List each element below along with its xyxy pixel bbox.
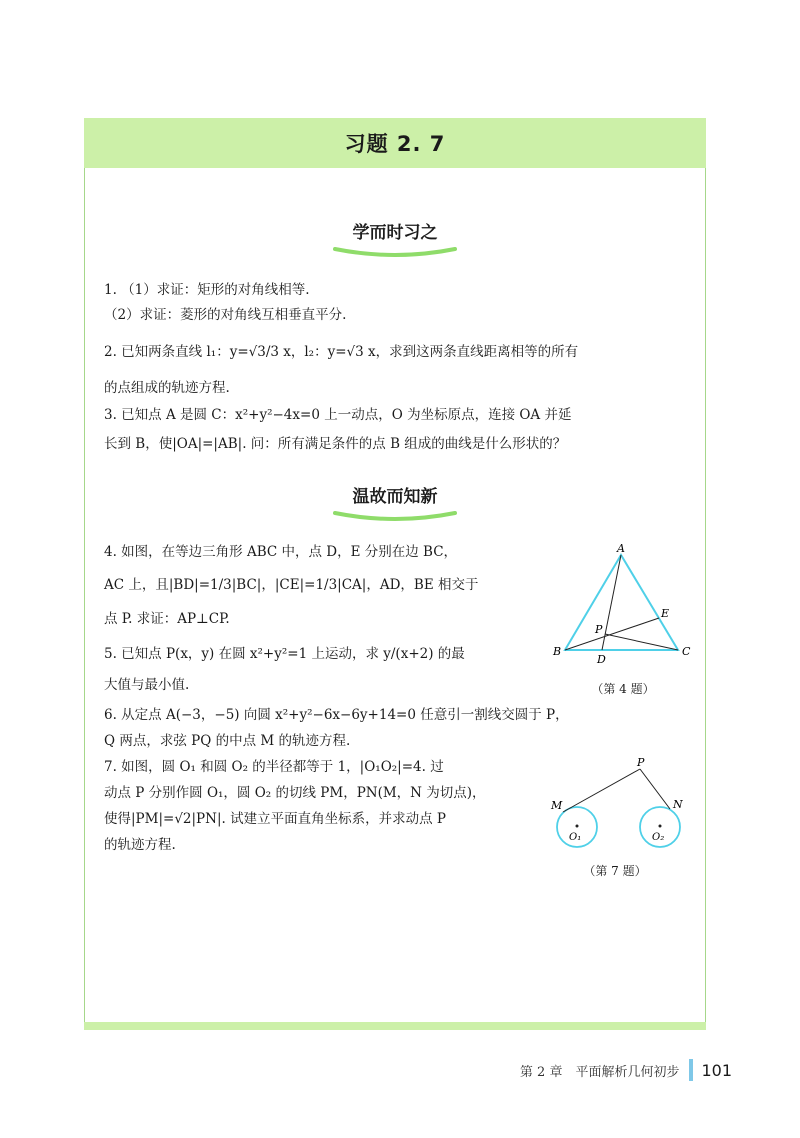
triangle-abc — [565, 555, 678, 650]
problem-1b: （2）求证：菱形的对角线互相垂直平分. — [104, 307, 347, 323]
figure-4-triangle — [548, 540, 698, 670]
label-b: B — [553, 645, 562, 658]
label-n: N — [673, 798, 683, 811]
segment-pc — [605, 634, 678, 650]
label-d: D — [597, 653, 606, 666]
page-number: 101 — [701, 1060, 732, 1080]
page-title: 习题 2. 7 — [344, 132, 446, 156]
section-review-label: 温故而知新 — [352, 487, 438, 507]
label-p: P — [637, 756, 645, 769]
section-underline-swoosh — [330, 509, 460, 523]
tangent-pm — [563, 769, 640, 812]
problem-7c: 使得|PM|=√2|PN|. 试建立平面直角坐标系，并求动点 P — [104, 811, 446, 827]
page-footer — [520, 1058, 732, 1082]
problem-1a: 1. （1）求证：矩形的对角线相等. — [104, 282, 310, 298]
problem-2a: 2. 已知两条直线 l₁：y=√3/3 x，l₂：y=√3 x，求到这两条直线距离相等的所有 — [104, 344, 579, 360]
problem-4b: AC 上，且|BD|=1/3|BC|，|CE|=1/3|CA|，AD，BE 相交于 — [104, 577, 479, 593]
problem-2b: 的点组成的轨迹方程. — [104, 380, 230, 396]
problem-7d: 的轨迹方程. — [104, 837, 176, 853]
tangent-pn — [640, 769, 670, 809]
section-underline-swoosh — [330, 245, 460, 259]
label-c: C — [682, 645, 691, 658]
problem-6a: 6. 从定点 A(−3，−5) 向圆 x²+y²−6x−6y+14=0 任意引一割线交圆于 P， — [104, 707, 569, 723]
bottom-band — [84, 1022, 706, 1030]
figure-7-caption: （第 7 题） — [583, 864, 647, 878]
segment-be — [565, 618, 659, 650]
problem-7a: 7. 如图，圆 O₁ 和圆 O₂ 的半径都等于 1，|O₁O₂|=4. 过 — [104, 759, 444, 775]
label-a: A — [617, 542, 625, 555]
problem-7b: 动点 P 分别作圆 O₁，圆 O₂ 的切线 PM，PN(M，N 为切点)， — [104, 785, 486, 801]
label-m: M — [551, 799, 563, 812]
problem-6b: Q 两点，求弦 PQ 的中点 M 的轨迹方程. — [104, 733, 351, 749]
section-learn-label: 学而时习之 — [352, 223, 438, 243]
problem-5a: 5. 已知点 P(x，y) 在圆 x²+y²=1 上运动，求 y/(x+2) 的最 — [104, 646, 465, 662]
section-review — [84, 482, 706, 523]
problem-4a: 4. 如图，在等边三角形 ABC 中，点 D，E 分别在边 BC， — [104, 544, 458, 560]
figure-4-caption: （第 4 题） — [591, 682, 655, 696]
center-dot-o1 — [576, 825, 579, 828]
center-dot-o2 — [659, 825, 662, 828]
label-o2: O₂ — [652, 832, 665, 843]
problem-4c: 点 P. 求证：AP⊥CP. — [104, 611, 230, 627]
label-p: P — [595, 623, 603, 636]
footer-bar — [689, 1059, 693, 1081]
section-learn — [84, 218, 706, 259]
problem-3b: 长到 B，使|OA|=|AB|. 问：所有满足条件的点 B 组成的曲线是什么形状的？ — [104, 436, 567, 452]
problem-3a: 3. 已知点 A 是圆 C：x²+y²−4x=0 上一动点，O 为坐标原点，连接 OA 并延 — [104, 407, 572, 423]
problem-5b: 大值与最小值. — [104, 677, 190, 693]
chapter-title: 第 2 章 平面解析几何初步 — [519, 1064, 680, 1080]
label-o1: O₁ — [569, 832, 582, 843]
figure-7-circles — [545, 752, 695, 852]
label-e: E — [661, 607, 670, 620]
